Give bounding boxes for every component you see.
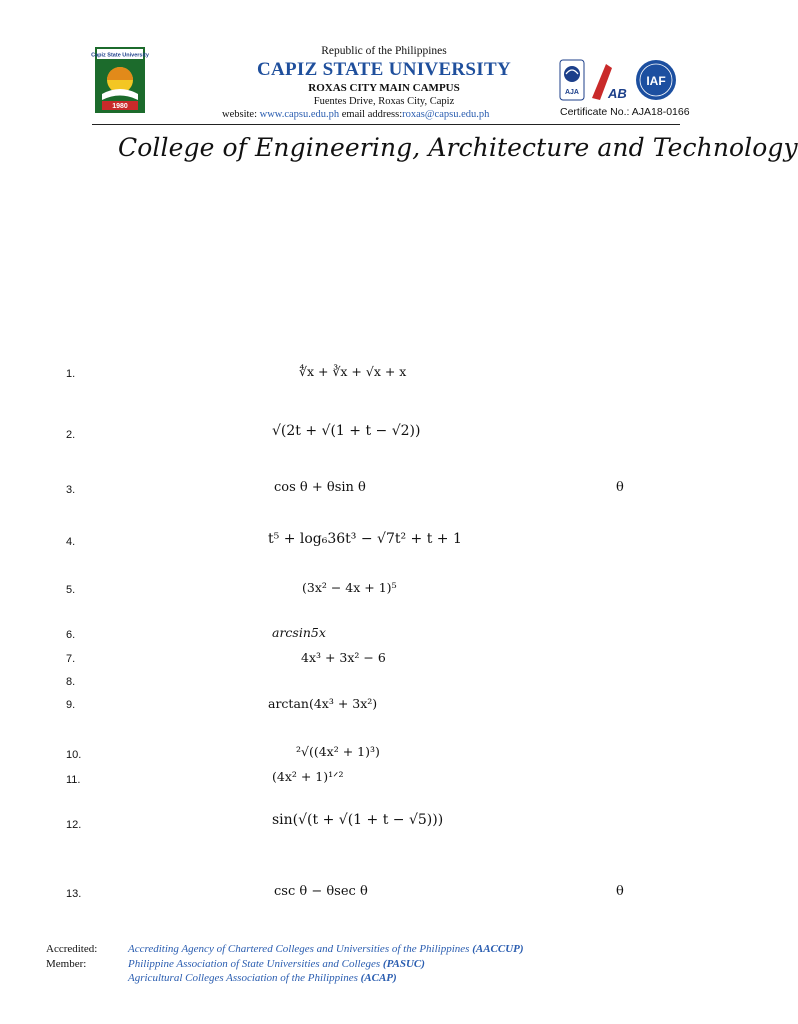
org-abbr: (ACAP) (360, 972, 397, 984)
aja-logo (560, 60, 584, 100)
item-expression: sin(√(t + √(1 + t − √5))) (272, 812, 444, 828)
contact-line (222, 109, 489, 120)
item-number: 7. (66, 653, 76, 665)
logo-year: 1980 (112, 103, 128, 110)
org-abbr: (AACCUP) (472, 943, 524, 955)
accreditation-line (128, 943, 524, 955)
item-expression: arcsin5x (272, 625, 326, 640)
item-expression: csc θ − θsec θ (274, 884, 368, 899)
org-abbr: (PASUC) (382, 958, 425, 970)
item-expression: arctan(4x³ + 3x²) (268, 696, 378, 711)
republic-line: Republic of the Philippines (321, 45, 447, 57)
item-number: 10. (66, 749, 82, 761)
item-expression: cos θ + θsin θ (274, 480, 366, 495)
campus-address: Fuentes Drive, Roxas City, Capiz (313, 96, 455, 107)
item-number: 2. (66, 429, 76, 441)
item-number: 13. (66, 888, 82, 900)
member-line (128, 972, 397, 984)
org-name: Accrediting Agency of Chartered Colleges and Universities of the Philippines (128, 943, 470, 955)
item-number: 1. (66, 368, 76, 380)
iaf-text: IAF (646, 74, 666, 88)
ab-logo (592, 64, 627, 101)
item-expression: t⁵ + log₆36t³ − √7t² + t + 1 (268, 531, 462, 547)
item-number: 6. (66, 629, 76, 641)
item-expression: 4x³ + 3x² − 6 (301, 650, 386, 665)
item-variable: θ (616, 480, 624, 495)
college-title: College of Engineering, Architecture and Technology (118, 133, 798, 162)
item-number: 11. (66, 774, 81, 786)
ab-text: AB (608, 86, 627, 101)
org-name: Philippine Association of State Universities and Colleges (128, 958, 381, 970)
item-number: 12. (66, 819, 82, 831)
website-label: website: (222, 109, 257, 120)
certificate-number: Certificate No.: AJA18-0166 (560, 106, 690, 118)
item-number: 9. (66, 699, 76, 711)
member-label: Member: (46, 958, 87, 970)
item-expression: √(2t + √(1 + t − √2)) (272, 423, 421, 439)
item-expression: (4x² + 1)¹ᐟ² (272, 769, 344, 784)
item-expression: ∜x + ∛x + √x + x (299, 364, 407, 379)
item-number: 3. (66, 484, 76, 496)
university-name: CAPIZ STATE UNIVERSITY (256, 59, 511, 80)
item-expression: ²√((4x² + 1)³) (296, 744, 380, 759)
item-number: 4. (66, 536, 76, 548)
aja-text: AJA (564, 89, 580, 96)
iaf-logo (636, 60, 676, 100)
org-name: Agricultural Colleges Association of the Philippines (128, 972, 358, 984)
item-expression: (3x² − 4x + 1)⁵ (302, 580, 397, 595)
email-label: email address: (341, 109, 403, 120)
item-number: 8. (66, 676, 76, 688)
certification-logos (558, 58, 682, 106)
email-link[interactable]: roxas@capsu.edu.ph (402, 109, 490, 120)
logo-name: Capiz State University (91, 52, 149, 59)
member-line (128, 958, 425, 970)
website-link[interactable]: www.capsu.edu.ph (259, 109, 340, 120)
item-number: 5. (66, 584, 76, 596)
header-divider (92, 124, 680, 125)
campus-name: ROXAS CITY MAIN CAMPUS (308, 82, 460, 94)
accredited-label: Accredited: (46, 943, 98, 955)
item-variable: θ (616, 884, 624, 899)
